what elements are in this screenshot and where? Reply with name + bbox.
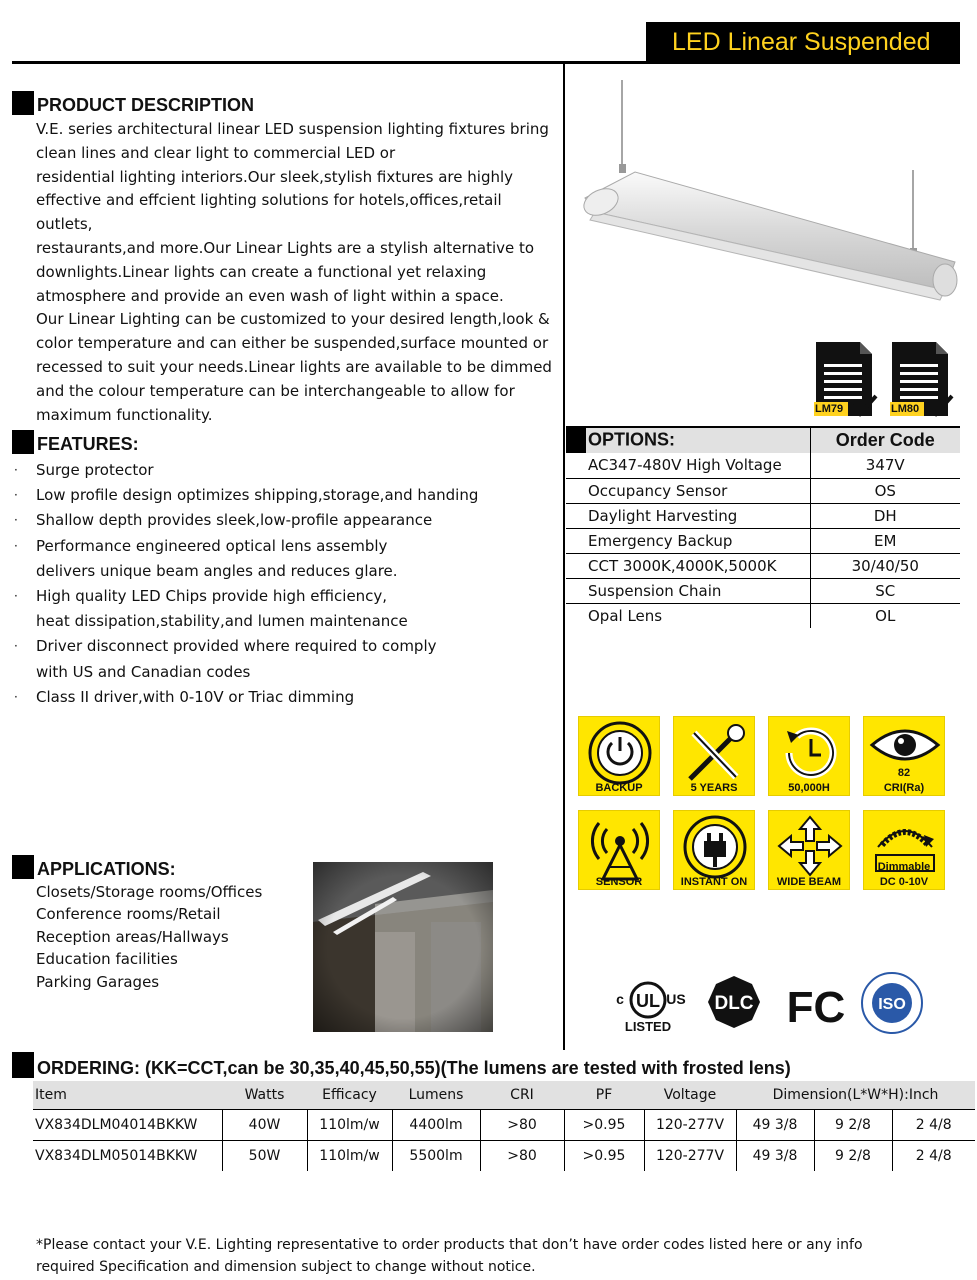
column-divider [563, 64, 565, 1050]
lm80-label: LM80 [891, 403, 920, 415]
list-item: Parking Garages [36, 972, 160, 991]
list-item: Reception areas/Hallways [36, 927, 229, 946]
lm-badges [812, 340, 962, 420]
application-photo [313, 862, 493, 1032]
list-item: · Shallow depth provides sleek,low-profile appearance [14, 511, 433, 530]
dlc-logo [708, 976, 760, 1028]
table-row: AC347-480V High Voltage 347V [566, 453, 960, 478]
list-item: · Driver disconnect provided where required to comply with US and Canadian codes [14, 637, 437, 681]
list-item: · Surge protector [14, 461, 154, 479]
power-icon: BACKUP [578, 716, 660, 796]
arrows-icon: WIDE BEAM [768, 810, 850, 890]
svg-text:LISTED: LISTED [624, 1019, 672, 1034]
feature-icons [578, 716, 940, 892]
lm79-label: LM79 [815, 403, 844, 415]
top-divider [12, 61, 960, 64]
list-item: · High quality LED Chips provide high efficiency, heat dissipation,stability,and lumen maintenance [14, 587, 408, 631]
certifications [608, 972, 928, 1038]
product-image [575, 80, 960, 320]
table-row: CCT 3000K,4000K,5000K 30/40/50 [566, 553, 960, 578]
dimmer-icon: Dimmable DC 0-10V [863, 810, 945, 890]
ul-listed-logo [616, 983, 686, 1034]
svg-text:FC: FC [786, 983, 846, 1032]
iso-logo [862, 973, 922, 1033]
list-item: Education facilities [36, 950, 178, 969]
clock-icon: 50,000H [768, 716, 850, 796]
ordering-table [33, 1081, 975, 1171]
table-row: VX834DLM04014BKKW 40W 110lm/w 4400lm >80 >0.95 120-277V 49 3/8 9 2/8 2 4/8 [33, 1109, 975, 1140]
svg-text:US: US [666, 991, 686, 1007]
svg-text:DLC: DLC [714, 993, 754, 1014]
sensor-tower-icon: SENSOR [578, 810, 660, 890]
table-row: VX834DLM05014BKKW 50W 110lm/w 5500lm >80 >0.95 120-277V 49 3/8 9 2/8 2 4/8 [33, 1140, 975, 1171]
description-text: V.E. series architectural linear LED suspension lighting fixtures bring clean lines and clear light to commercial LED or residential lighting interiors.Our sleek,stylish fixtures are highly effective and effcient lighting solutions for hotels,offices,retail outlets, restaurants,and more.Our Linear Lights are a stylish alternative to downlights.Linear lights can create a functional yet relaxing atmosphere and provide an even wash of light within a space. Our Linear Lighting can be customized to your desired length,look & color temperature and can either be suspended,surface mounted or recessed to suit your needs.Linear lights are available to be dimmed and the colour temperature can be interchangeable to allow for maximum functionality. [36, 120, 552, 424]
svg-text:UL: UL [636, 991, 660, 1011]
table-header-row: Item Watts Efficacy Lumens CRI PF Voltage Dimension(L*W*H):Inch [33, 1081, 975, 1109]
applications-list [36, 881, 262, 993]
footnote: *Please contact your V.E. Lighting representative to order products that don’t have order codes listed here or any info required Specification and dimension subject to change without notice. [36, 1237, 863, 1276]
svg-text:ISO: ISO [878, 996, 906, 1013]
table-row: Daylight Harvesting DH [566, 503, 960, 528]
description-heading: PRODUCT DESCRIPTION [12, 91, 254, 115]
list-item: Conference rooms/Retail [36, 905, 221, 924]
list-item: · Low profile design optimizes shipping,storage,and handing [14, 486, 479, 505]
table-row: Occupancy Sensor OS [566, 478, 960, 503]
options-header: OPTIONS: [566, 427, 810, 453]
table-row: Suspension Chain SC [566, 578, 960, 603]
list-item: · Performance engineered optical lens assembly delivers unique beam angles and reduces glare. [14, 536, 398, 580]
plug-icon: INSTANT ON [673, 810, 755, 890]
fcc-logo [787, 983, 846, 1032]
list-item: Closets/Storage rooms/Offices [36, 883, 263, 901]
tools-icon: 5 YEARS [673, 716, 755, 796]
features-heading: FEATURES: [12, 430, 139, 454]
page-title: LED Linear Suspended [646, 22, 960, 62]
ordering-heading: ORDERING: (KK=CCT,can be 30,35,40,45,50,55)(The lumens are tested with frosted lens) [12, 1052, 791, 1078]
table-row: Emergency Backup EM [566, 528, 960, 553]
options-table [566, 426, 960, 628]
order-code-header: Order Code [810, 427, 960, 453]
list-item: · Class II driver,with 0-10V or Triac dimming [14, 687, 355, 706]
applications-heading: APPLICATIONS: [12, 855, 176, 879]
features-list [14, 458, 554, 710]
table-row: Opal Lens OL [566, 603, 960, 628]
eye-icon: 82 CRI(Ra) [863, 716, 945, 796]
svg-text:c: c [616, 991, 624, 1007]
